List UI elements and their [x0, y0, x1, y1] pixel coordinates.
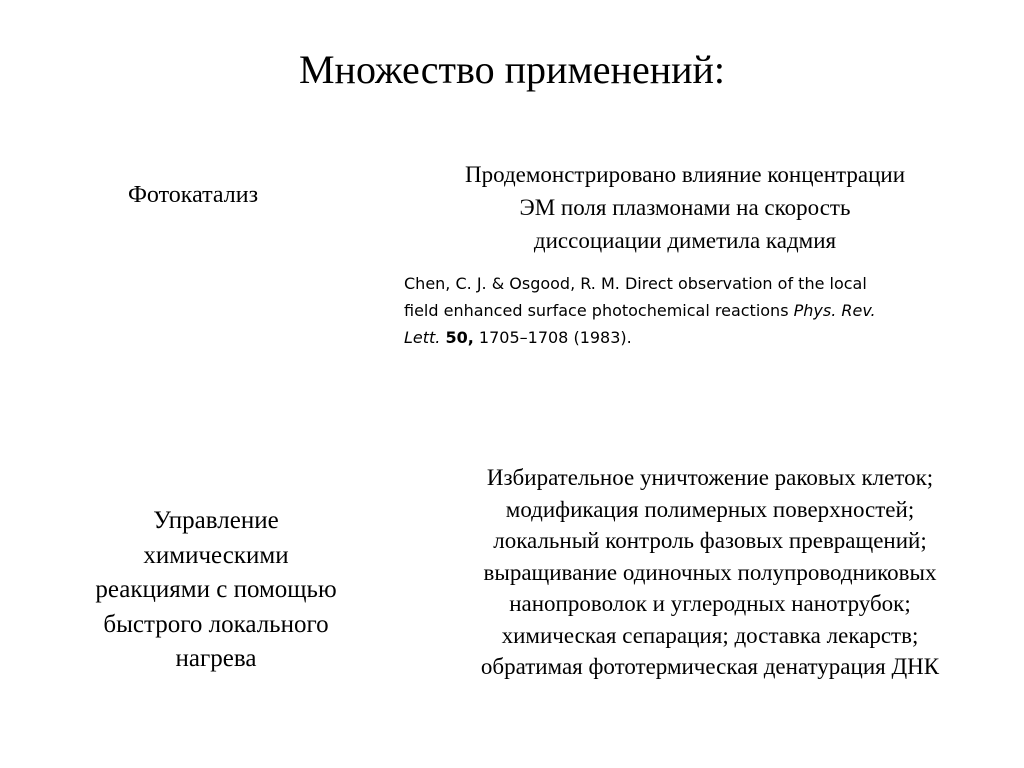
row-description-photocatalysis	[420, 158, 950, 257]
description-line: нанопроволок и углеродных нанотрубок;	[509, 591, 911, 616]
row-label-photocatalysis	[93, 177, 293, 213]
row-label-line: Управление	[153, 507, 279, 534]
row-label-line: химическими	[143, 541, 289, 569]
description-line: Продемонстрировано влияние концентрации	[465, 162, 905, 187]
citation-line	[404, 324, 964, 351]
row-description-local-heating	[420, 462, 1000, 683]
citation-line	[404, 297, 964, 324]
row-label-line: быстрого локального	[103, 610, 329, 638]
citation-pages: 1705–1708 (1983).	[478, 328, 632, 347]
description-line: Избирательное уничтожение раковых клеток;	[486, 465, 934, 490]
row-label-line: Фотокатализ	[127, 182, 259, 208]
description-line: локальный контроль фазовых превращений;	[493, 528, 927, 553]
citation-volume: 50,	[445, 328, 474, 347]
description-line: ЭМ поля плазмонами на скорость	[519, 195, 851, 220]
description-line: выращивание одиночных полупроводниковых	[483, 559, 937, 585]
row-label-line: нагрева	[175, 645, 257, 672]
description-line: обратимая фототермическая денатурация ДНК	[480, 654, 940, 679]
citation-line: Chen, C. J. & Osgood, R. M. Direct observation of the local	[404, 274, 867, 293]
citation-journal: Lett.	[404, 328, 441, 347]
citation-text: field enhanced surface photochemical reactions	[404, 301, 794, 320]
row-label-line: реакциями с помощью	[95, 576, 337, 603]
citation-journal: Phys. Rev.	[793, 301, 876, 320]
description-line: модификация полимерных поверхностей;	[505, 496, 915, 522]
citation-reference	[404, 270, 964, 351]
slide-title: Множество применений:	[298, 47, 726, 92]
description-line: химическая сепарация; доставка лекарств;	[501, 622, 919, 648]
description-line: диссоциации диметила кадмия	[533, 228, 837, 253]
row-label-local-heating	[56, 504, 376, 677]
